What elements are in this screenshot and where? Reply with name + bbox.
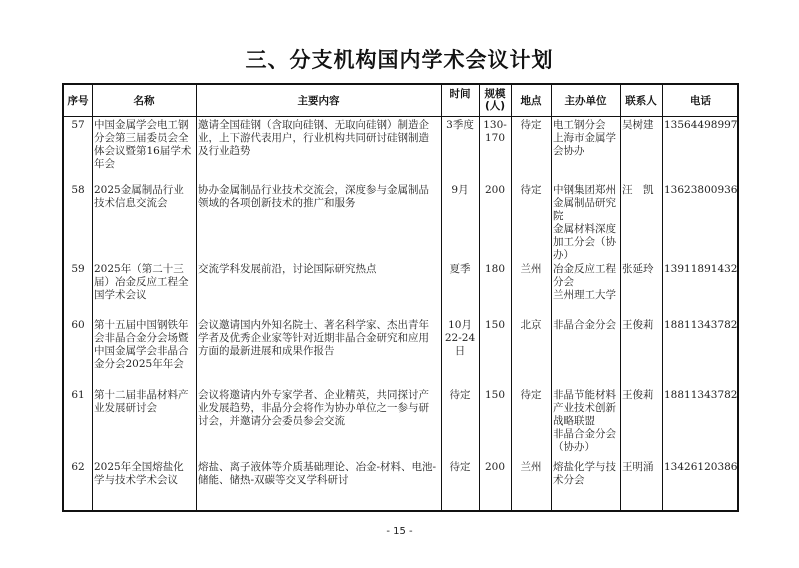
- cell-scale: 150: [484, 389, 506, 401]
- cell-host: 非晶合金分会: [553, 319, 616, 331]
- cell-contact: 王俊莉: [622, 389, 654, 401]
- header-time: 时间: [449, 88, 471, 100]
- cell-content: 交流学科发展前沿，讨论国际研究热点: [198, 263, 377, 275]
- column-divider: [479, 85, 480, 510]
- cell-content: 熔盐、离子液体等介质基础理论、冶金-材料、电池-储能、储热-双碳等交叉学科研讨: [198, 461, 437, 486]
- cell-name: 2025年全国熔盐化学与技术学术会议: [94, 461, 184, 486]
- cell-host: 熔盐化学与技术分会: [553, 461, 616, 486]
- cell-place: 待定: [520, 119, 542, 131]
- cell-host: 冶金反应工程分会 兰州理工大学: [553, 263, 616, 301]
- cell-name: 第十五届中国钢铁年会非晶合金分会场暨中国金属学会非晶合金分会2025年年会: [94, 319, 189, 370]
- page-number: - 15 -: [386, 526, 413, 537]
- header-no: 序号: [67, 94, 89, 107]
- cell-scale: 200: [484, 461, 506, 473]
- cell-place: 兰州: [520, 263, 542, 275]
- cell-content: 协办金属制品行业技术交流会，深度参与金属制品领域的各项创新技术的推广和服务: [198, 184, 429, 209]
- column-divider: [620, 85, 621, 510]
- header-scale: 规模(人): [484, 88, 506, 112]
- cell-phone: 13426120386: [664, 461, 738, 473]
- column-divider: [662, 85, 663, 510]
- cell-scale: 180: [484, 263, 506, 275]
- cell-place: 北京: [520, 319, 542, 331]
- cell-time: 待定: [449, 461, 471, 473]
- cell-time: 3季度: [446, 119, 474, 131]
- cell-no: 58: [71, 184, 85, 196]
- cell-contact: 王明涌: [622, 461, 654, 473]
- header-contact: 联系人: [625, 94, 657, 107]
- cell-time: 10月22-24日: [444, 319, 476, 357]
- cell-phone: 18811343782: [664, 389, 738, 401]
- header-name: 名称: [133, 94, 155, 107]
- cell-no: 62: [71, 461, 85, 473]
- cell-name: 2025金属制品行业技术信息交流会: [94, 184, 184, 209]
- cell-time: 9月: [451, 184, 469, 196]
- cell-scale: 200: [484, 184, 506, 196]
- column-divider: [441, 85, 442, 510]
- header-content: 主要内容: [297, 94, 340, 107]
- cell-phone: 13564498997: [664, 119, 738, 131]
- cell-place: 待定: [520, 184, 542, 196]
- cell-host: 中钢集团郑州金属制品研究院 金属材料深度加工分会（协办）: [553, 184, 616, 261]
- cell-host: 电工钢分会 上海市金属学会协办: [553, 119, 616, 157]
- column-divider: [511, 85, 512, 510]
- cell-content: 会议邀请国内外知名院士、著名科学家、杰出青年学者及优秀企业家等针对近期非晶合金研究和应用方面的最新进展和成果作报告: [198, 319, 429, 357]
- cell-no: 60: [71, 319, 85, 331]
- cell-contact: 王俊莉: [622, 319, 654, 331]
- header-host: 主办单位: [564, 94, 607, 107]
- conference-table: [62, 83, 739, 512]
- cell-phone: 13911891432: [664, 263, 738, 275]
- cell-place: 待定: [520, 389, 542, 401]
- cell-contact: 张延玲: [622, 263, 654, 275]
- header-phone: 电话: [690, 94, 711, 107]
- cell-time: 待定: [449, 389, 471, 401]
- cell-name: 2025年（第二十三届）冶金反应工程全国学术会议: [94, 263, 189, 301]
- cell-name: 中国金属学会电工钢分会第三届委员会全体会议暨第16届学术年会: [94, 119, 192, 170]
- cell-phone: 13623800936: [664, 184, 738, 196]
- cell-no: 57: [71, 119, 85, 131]
- cell-no: 61: [71, 389, 85, 401]
- cell-contact: 吴树建: [622, 119, 654, 131]
- cell-place: 兰州: [520, 461, 542, 473]
- header-divider: [64, 116, 737, 117]
- cell-content: 会议将邀请内外专家学者、企业精英，共同探讨产业发展趋势，非晶分会将作为协办单位之一参与研讨会，并邀请分会委员参会交流: [198, 389, 429, 427]
- cell-name: 第十二届非晶材料产业发展研讨会: [94, 389, 189, 414]
- cell-host: 非晶节能材料产业技术创新战略联盟 非晶合金分会（协办）: [553, 389, 616, 453]
- cell-contact: 汪 凯: [622, 184, 654, 196]
- cell-scale: 130-170: [483, 119, 507, 144]
- cell-no: 59: [71, 263, 85, 275]
- cell-scale: 150: [484, 319, 506, 331]
- page-title: 三、分支机构国内学术会议计划: [245, 48, 554, 72]
- cell-time: 夏季: [449, 263, 471, 275]
- cell-phone: 18811343782: [664, 319, 738, 331]
- cell-content: 邀请全国硅钢（含取向硅钢、无取向硅钢）制造企业，上下游代表用户，行业机构共同研讨硅钢制造及行业趋势: [198, 119, 429, 157]
- header-place: 地点: [520, 94, 542, 107]
